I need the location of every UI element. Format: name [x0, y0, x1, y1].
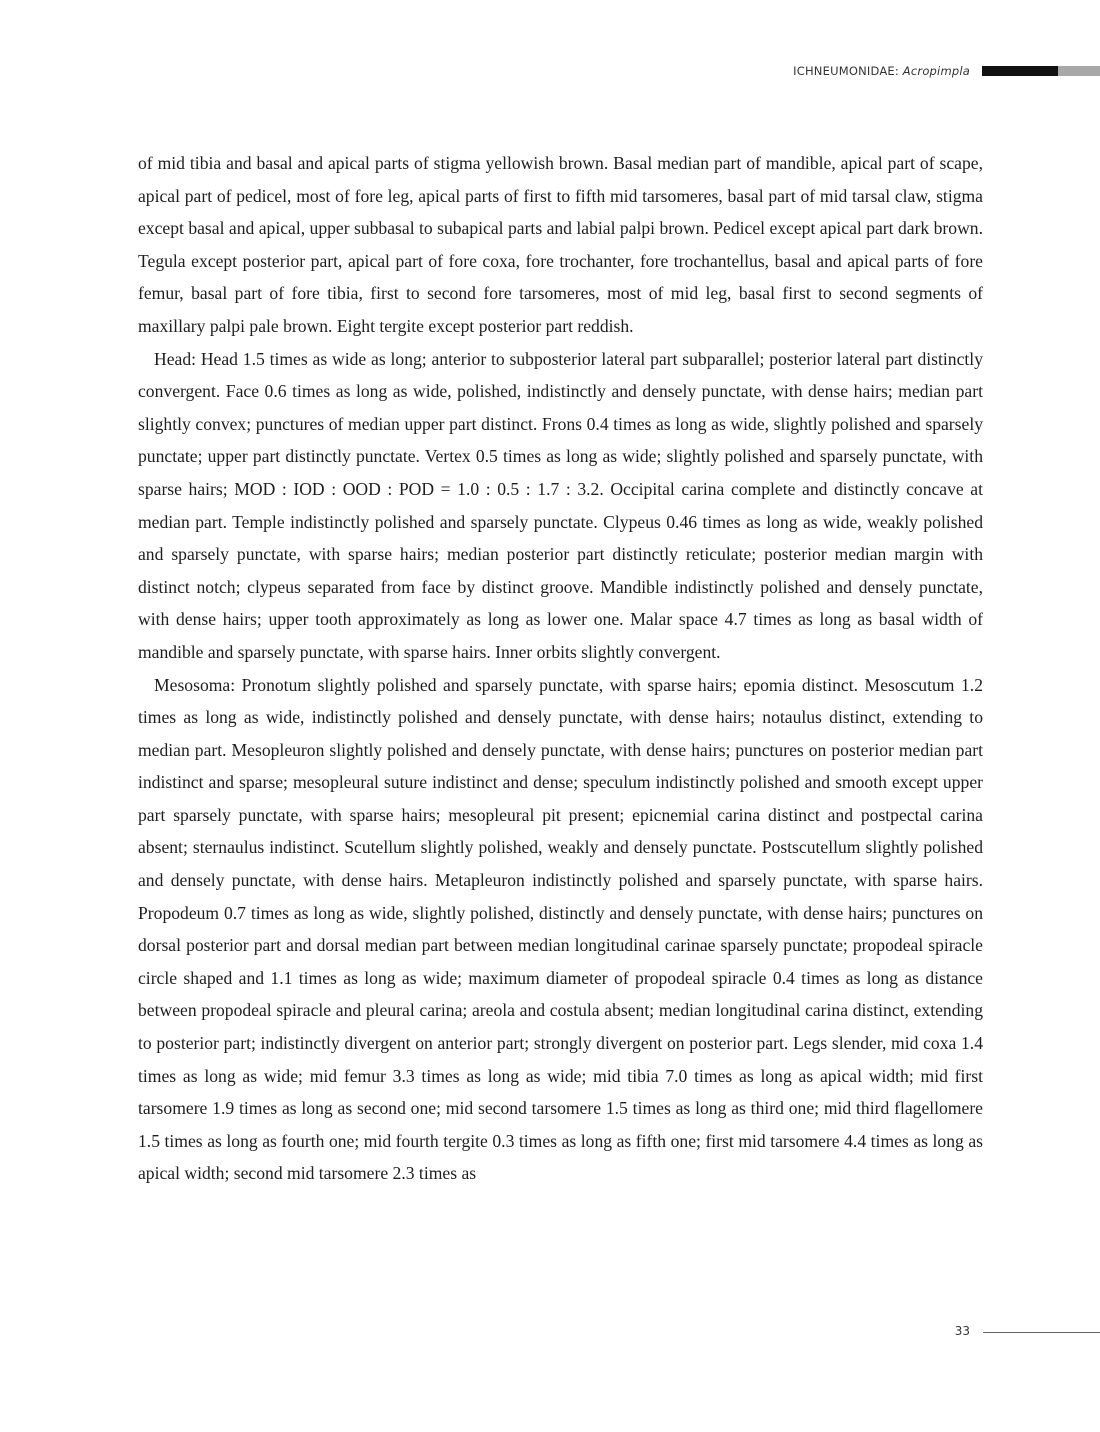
paragraph-continuation: of mid tibia and basal and apical parts of stigma yellowish brown. Basal median part of mandible, apical part of scape, apical part of pedicel, most of fore leg, apical parts of first to fifth mid tarsomeres, basal part of mid tarsal claw, stigma except basal and apical, upper subbasal to subapical parts and labial palpi brown. Pedicel except apical part dark brown. Tegula except posterior part, apical part of fore coxa, fore trochanter, fore trochantellus, basal and apical parts of fore femur, basal part of fore tibia, first to second fore tarsomeres, most of mid leg, basal first to second segments of maxillary palpi pale brown. Eight tergite except posterior part reddish. — [138, 153, 983, 336]
running-head-genus: Acropimpla — [902, 64, 970, 78]
header-bar-light — [1058, 66, 1100, 76]
running-head — [793, 64, 970, 78]
running-head-family: ICHNEUMONIDAE: — [793, 64, 899, 78]
paragraph-mesosoma: Mesosoma: Pronotum slightly polished and sparsely punctate, with sparse hairs; epomia distinct. Mesoscutum 1.2 times as long as wide, indistinctly polished and densely punctate, with dense hairs; notaulus distinct, extending to median part. Mesopleuron slightly polished and densely punctate, with dense hairs; punctures on posterior median part indistinct and sparse; mesopleural suture indistinct and dense; speculum indistinctly polished and smooth except upper part sparsely punctate, with sparse hairs; mesopleural pit present; epicnemial carina distinct and postpectal carina absent; sternaulus indistinct. Scutellum slightly polished, weakly and densely punctate. Postscutellum slightly polished and densely punctate, with dense hairs. Metapleuron indistinctly polished and sparsely punctate, with sparse hairs. Propodeum 0.7 times as long as wide, slightly polished, distinctly and densely punctate, with dense hairs; punctures on dorsal posterior part and dorsal median part between median longitudinal carinae sparsely punctate; propodeal spiracle circle shaped and 1.1 times as long as wide; maximum diameter of propodeal spiracle 0.4 times as long as distance between propodeal spiracle and pleural carina; areola and costula absent; median longitudinal carina distinct, extending to posterior part; indistinctly divergent on anterior part; strongly divergent on posterior part. Legs slender, mid coxa 1.4 times as long as wide; mid femur 3.3 times as long as wide; mid tibia 7.0 times as long as apical width; mid first tarsomere 1.9 times as long as second one; mid second tarsomere 1.5 times as long as third one; mid third flagellomere 1.5 times as long as fourth one; mid fourth tergite 0.3 times as long as fifth one; first mid tarsomere 4.4 times as long as apical width; second mid tarsomere 2.3 times as — [138, 674, 983, 1184]
footer-rule — [983, 1332, 1100, 1333]
header-bar-dark — [982, 66, 1058, 76]
body-text — [138, 147, 983, 1190]
page-number: 33 — [954, 1324, 970, 1338]
paragraph-head: Head: Head 1.5 times as wide as long; anterior to subposterior lateral part subparallel; posterior lateral part distinctly convergent. Face 0.6 times as long as wide, polished, indistinctly and densely punctate, with dense hairs; median part slightly convex; punctures of median upper part distinct. Frons 0.4 times as long as wide, slightly polished and sparsely punctate; upper part distinctly punctate. Vertex 0.5 times as long as wide; slightly polished and sparsely punctate, with sparse hairs; MOD : IOD : OOD : POD = 1.0 : 0.5 : 1.7 : 3.2. Occipital carina complete and distinctly concave at median part. Temple indistinctly polished and sparsely punctate. Clypeus 0.46 times as long as wide, weakly polished and sparsely punctate, with sparse hairs; median posterior part distinctly reticulate; posterior median margin with distinct notch; clypeus separated from face by distinct groove. Mandible indistinctly polished and densely punctate, with dense hairs; upper tooth approximately as long as lower one. Malar space 4.7 times as long as basal width of mandible and sparsely punctate, with sparse hairs. Inner orbits slightly convergent. — [138, 348, 983, 662]
